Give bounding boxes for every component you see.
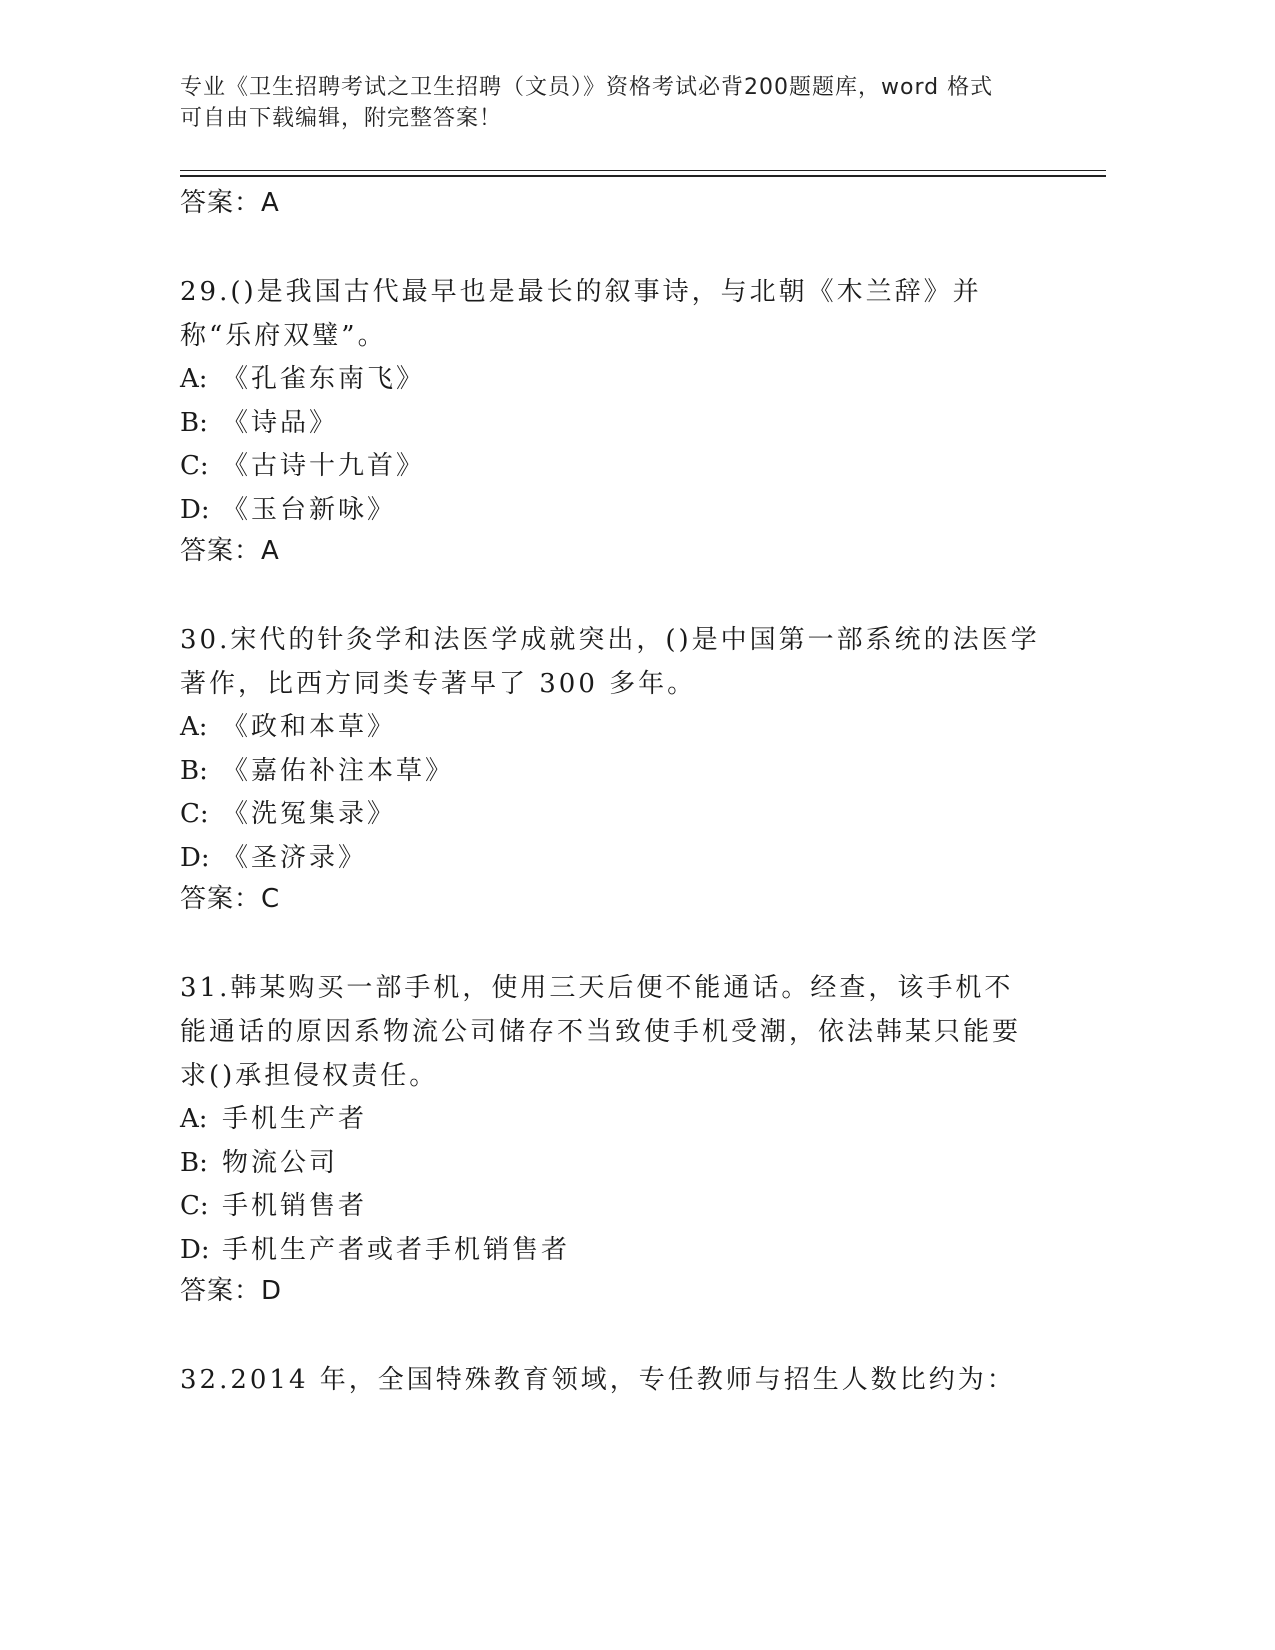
option-c: C: 手机销售者 bbox=[180, 1191, 368, 1221]
question-block bbox=[180, 270, 1040, 570]
answer-28: 答案：A bbox=[180, 188, 280, 218]
option-d: D: 《玉台新咏》 bbox=[180, 494, 397, 525]
document-body bbox=[180, 184, 1040, 1402]
header-divider-thin bbox=[180, 170, 1106, 171]
option-a: A: 手机生产者 bbox=[180, 1104, 368, 1134]
option-c: C: 《古诗十九首》 bbox=[180, 451, 426, 481]
answer-text: 答案：D bbox=[180, 1276, 283, 1306]
option-a: A: 《孔雀东南飞》 bbox=[180, 364, 426, 394]
document-header bbox=[180, 72, 1040, 134]
answer-text: 答案：C bbox=[180, 884, 281, 914]
question-text: 32.2014 年，全国特殊教育领域，专任教师与招生人数比约为： bbox=[180, 1365, 1016, 1395]
answer-text: 答案：A bbox=[180, 536, 280, 566]
header-divider-thick bbox=[180, 175, 1106, 177]
option-b: B: 《诗品》 bbox=[180, 407, 339, 438]
question-block bbox=[180, 618, 1040, 918]
option-d: D: 手机生产者或者手机销售者 bbox=[180, 1234, 571, 1265]
option-a: A: 《政和本草》 bbox=[180, 712, 397, 742]
question-text: 30.宋代的针灸学和法医学成就突出，()是中国第一部系统的法医学著作，比西方同类专著早了 300 多年。 bbox=[180, 625, 1040, 699]
question-block bbox=[180, 966, 1040, 1310]
question-block bbox=[180, 1358, 1040, 1402]
option-d: D: 《圣济录》 bbox=[180, 842, 368, 873]
option-c: C: 《洗冤集录》 bbox=[180, 799, 397, 829]
question-text: 31.韩某购买一部手机，使用三天后便不能通话。经查，该手机不能通话的原因系物流公司储存不当致使手机受潮，依法韩某只能要求()承担侵权责任。 bbox=[180, 973, 1022, 1091]
header-line-1: 专业《卫生招聘考试之卫生招聘（文员）》资格考试必背200题题库，word 格式 bbox=[180, 75, 994, 100]
question-text: 29.()是我国古代最早也是最长的叙事诗，与北朝《木兰辞》并称“乐府双璧”。 bbox=[180, 277, 982, 351]
option-b: B: 《嘉佑补注本草》 bbox=[180, 755, 455, 786]
option-b: B: 物流公司 bbox=[180, 1147, 339, 1178]
header-line-2: 可自由下载编辑，附完整答案！ bbox=[180, 106, 503, 131]
